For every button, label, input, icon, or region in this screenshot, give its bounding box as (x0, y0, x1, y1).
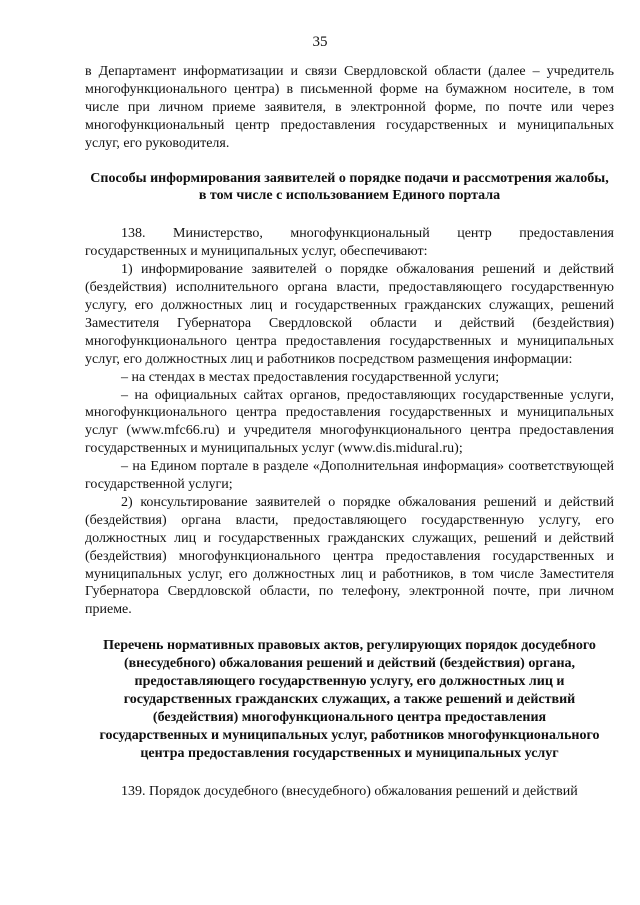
paragraph-138: 138. Министерство, многофункциональный центр предоставления государственных и муниципальных услуг, обеспечивают: (85, 226, 614, 260)
page-number: 35 (312, 34, 328, 50)
intro-paragraph: в Департамент информатизации и связи Свердловской области (далее – учредитель многофункционального центра) в письменной форме на бумажном носителе, в том числе при личном приеме заявителя, в электронной форме, по почте или через многофункциональный центр предоставления государственных и муниципальных услуг, его руководителя. (85, 64, 614, 151)
paragraph-139: 139. Порядок досудебного (внесудебного) обжалования решений и действий (121, 783, 578, 799)
section-heading-legal-acts: Перечень нормативных правовых актов, регулирующих порядок досудебного (внесудебного) обжалования решений и действий (бездействия) органа, предоставляющего государственную услугу, его должностных лиц и государственных гражданских служащих, а также решений и действий (бездействия) многофункционального центра предоставления государственных и муниципальных услуг, работников многофункционального центра предоставления государственных и муниципальных услуг (99, 638, 600, 761)
section-heading-informing: Способы информирования заявителей о порядке подачи и рассмотрения жалобы, в том числе с использованием Единого портала (90, 170, 609, 204)
dash-item-stands: – на стендах в местах предоставления государственной услуги; (121, 369, 500, 385)
item-1-informing: 1) информирование заявителей о порядке обжалования решений и действий (бездействия) исполнительного органа власти, предоставляющего государственную услугу, его должностных лиц и государственных гражданских служащих, решений Заместителя Губернатора Свердловской области и действий (бездействия) многофункционального центра предоставления государственных и муниципальных услуг, его должностных лиц и работников посредством размещения информации: (85, 262, 614, 367)
page-content (85, 63, 614, 801)
item-2-consulting: 2) консультирование заявителей о порядке обжалования решений и действий (бездействия) органа власти, предоставляющего государственную услугу, его должностных лиц и государственных гражданских служащих, решений и действий (бездействия) многофункционального центра предоставления государственных и муниципальных услуг, его должностных лиц и работников, в том числе Заместителя Губернатора Свердловской области, по телефону, электронной почте, при личном приеме. (85, 494, 614, 618)
dash-item-portal: – на Едином портале в разделе «Дополнительная информация» соответствующей государственной услуги; (85, 459, 614, 493)
dash-item-websites: – на официальных сайтах органов, предоставляющих государственные услуги, многофункционального центра предоставления государственных и муниципальных услуг (www.mfc66.ru) и учредителя многофункционального центра предоставления государственных и муниципальных услуг (www.dis.midural.ru); (85, 387, 614, 457)
